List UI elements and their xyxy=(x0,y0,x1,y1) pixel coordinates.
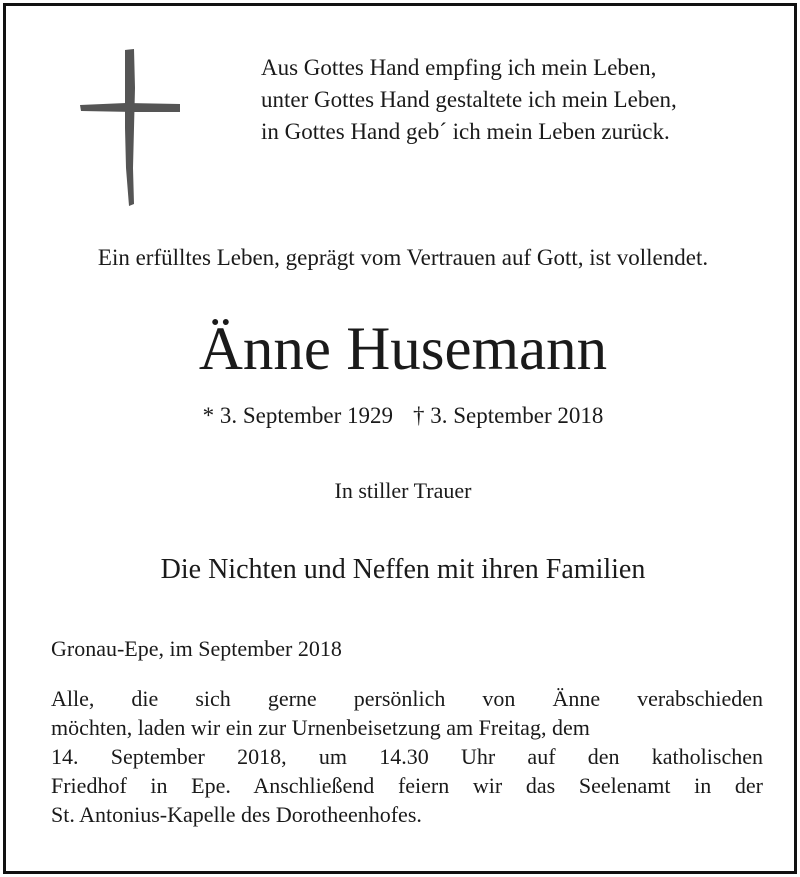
verse-line: Aus Gottes Hand empfing ich mein Leben, xyxy=(261,55,657,80)
birth-date: * 3. September 1929 xyxy=(202,403,393,428)
tagline: Ein erfülltes Leben, geprägt vom Vertrauen auf Gott, ist vollendet. xyxy=(97,245,709,270)
cross-icon xyxy=(76,48,186,208)
obituary-frame xyxy=(3,3,797,874)
mourning-text: In stiller Trauer xyxy=(334,478,472,503)
place-date: Gronau-Epe, im September 2018 xyxy=(51,636,342,661)
notice-line: St. Antonius-Kapelle des Dorotheenhofes. xyxy=(51,802,422,827)
notice-line: Friedhof in Epe. Anschließend feiern wir das Seelenamt in der xyxy=(51,773,763,798)
notice-line: möchten, laden wir ein zur Urnenbeisetzung am Freitag, dem xyxy=(51,715,590,740)
notice-line: Alle, die sich gerne persönlich von Änne verabschieden xyxy=(51,686,763,711)
verse xyxy=(261,52,771,148)
funeral-notice xyxy=(51,684,763,829)
verse-line: in Gottes Hand geb´ ich mein Leben zurück. xyxy=(261,119,670,144)
verse-line: unter Gottes Hand gestaltete ich mein Leben, xyxy=(261,87,677,112)
deceased-name: Änne Husemann xyxy=(198,316,608,383)
life-dates xyxy=(6,400,800,432)
notice-line: 14. September 2018, um 14.30 Uhr auf den katholischen xyxy=(51,744,763,769)
mourners: Die Nichten und Neffen mit ihren Familien xyxy=(160,554,646,585)
death-date: † 3. September 2018 xyxy=(413,403,604,428)
